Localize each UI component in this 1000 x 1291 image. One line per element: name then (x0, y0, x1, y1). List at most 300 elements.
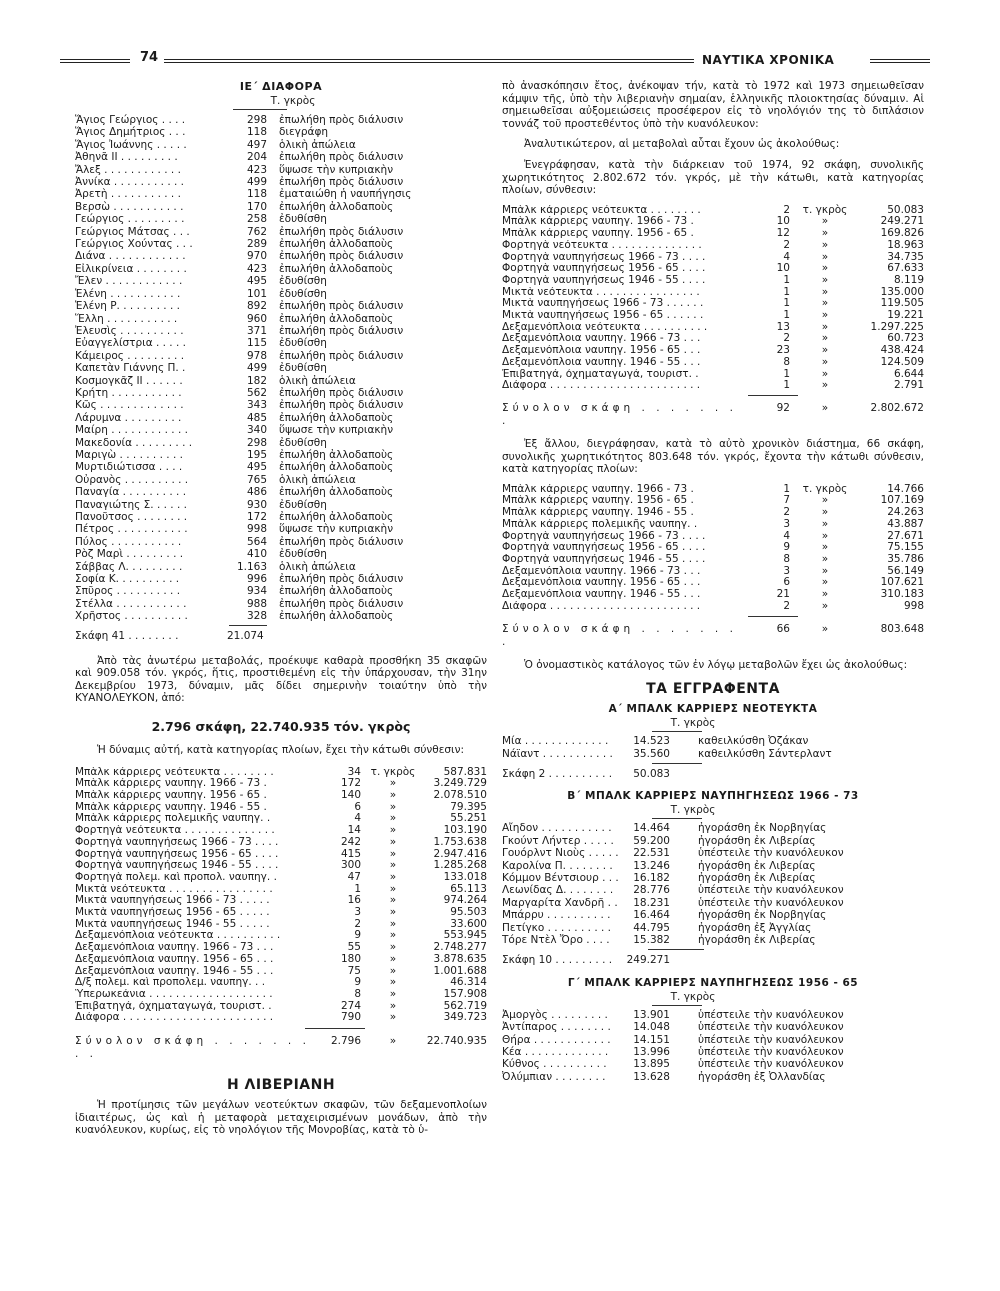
ship-name: Ἐλευσὶς . . . . . . . . . . (75, 324, 184, 337)
category-tons: 43.887 (887, 517, 924, 530)
category-name: Διάφορα . . . . . . . . . . . . . . . . . . . . . . . (502, 380, 701, 392)
section-a-list (502, 735, 924, 760)
section-a-sum-label: Σκάφη 2 . . . . . . . . . . (502, 767, 613, 780)
category-row (502, 495, 924, 507)
ship-note: ἐδυθίσθη (279, 436, 327, 449)
registered-ship-grt: 22.531 (633, 847, 670, 860)
category-tons: 587.831 (443, 765, 487, 778)
ship-grt: 930 (246, 498, 267, 511)
ship-row (75, 164, 487, 176)
sum-value: 21.074 (227, 629, 264, 642)
total1-count: 92 (776, 402, 790, 414)
category-tons: 438.424 (880, 344, 924, 357)
ship-note: ἐματαιώθη ἡ ναυπήγησις (279, 188, 412, 201)
ship-name: Παναγιώτης Σ. . . . . . (75, 498, 187, 511)
category-name: Φορτηγὰ νεότευκτα . . . . . . . . . . . . . . (502, 239, 702, 251)
ship-note: ἐπωλήθη πρὸς διάλυσιν (279, 573, 404, 586)
category-unit: » (389, 906, 397, 919)
category-unit: » (389, 882, 397, 895)
ship-name: Πανοῦτσος . . . . . . . . (75, 511, 188, 523)
paragraph-analytical: Ἀναλυτικώτερον, αἱ μεταβολαὶ αὗται ἔχουν ὡς ἀκολούθως: (524, 138, 840, 151)
category-row (75, 813, 487, 825)
category-name: Μπὰλκ κάρριερς ναυπηγ. 1966 - 73 . (502, 216, 694, 228)
total-tons: 22.740.935 (426, 1035, 487, 1048)
category-name: Φορτηγὰ ναυπηγήσεως 1956 - 65 . . . . (502, 263, 706, 275)
category-count: 12 (776, 227, 790, 240)
ship-note: ἐπωλήθη πρὸς διάλυσιν (279, 225, 404, 238)
registered-ship-row (502, 847, 924, 859)
ship-name: Γεώργιος Μάτσας . . . (75, 225, 190, 238)
total1-unit: » (821, 402, 829, 414)
section-b-sum-label: Σκάφη 10 . . . . . . . . . (502, 954, 613, 967)
ship-row (75, 424, 487, 436)
registered-ship-grt: 14.464 (633, 822, 670, 835)
category-total (75, 1035, 487, 1061)
ship-row (75, 399, 487, 411)
category-name: Ἐπιβατηγά, ὀχηματαγωγά, τουριστ. . (502, 368, 699, 380)
registered-ship-grt: 14.151 (633, 1033, 670, 1046)
category-count: 3 (354, 906, 361, 919)
total2-tons: 803.648 (880, 622, 924, 635)
ship-row (75, 238, 487, 250)
category-tons: 169.826 (880, 227, 924, 240)
category-tons: 974.264 (443, 894, 487, 907)
ship-grt: 960 (246, 312, 267, 325)
paragraph-registered: Ἐνεγράφησαν, κατὰ τὴν διάρκειαν τοῦ 1974, 92 σκάφη, συνολικῆς χωρητικότητος 2.802.672 τόν. γκρός, μὲ τὴν κάτωθι, κατὰ κατηγορίας πλοίων, σύνθεσιν: (502, 158, 924, 197)
ship-grt: 499 (246, 176, 267, 189)
deregistered-total (502, 623, 924, 649)
category-tons: 35.786 (887, 553, 924, 565)
registered-ship-row (502, 872, 924, 884)
category-row (75, 895, 487, 907)
category-count: 790 (340, 1011, 361, 1024)
ship-row (75, 263, 487, 275)
category-count: 75 (347, 964, 361, 977)
ship-note: ἐπωλήθη ἀλλοδαποὺς (279, 610, 394, 623)
category-count: 1 (783, 297, 790, 310)
category-tons: 46.314 (450, 976, 487, 989)
category-count: 14 (347, 824, 361, 837)
section-a-unit-rule (652, 731, 702, 732)
total2-rule (748, 616, 798, 617)
category-row (502, 228, 924, 240)
ship-grt: 328 (246, 610, 267, 623)
category-name: Δεξαμενόπλοια ναυπηγ. 1966 - 73 . . . (75, 942, 274, 954)
section-b-unit: Τ. γκρὸς (670, 804, 716, 817)
ship-row (75, 561, 487, 573)
category-tons: 3.878.635 (433, 952, 487, 965)
category-name: Μπὰλκ κάρριερς πολεμικῆς ναυπηγ. . (75, 813, 271, 825)
section-b-list (502, 822, 924, 946)
ship-grt: 343 (246, 399, 267, 412)
category-tons: 50.083 (887, 203, 924, 216)
registered-ship-grt: 35.560 (633, 747, 670, 760)
category-tons: 34.735 (887, 250, 924, 263)
category-unit: » (389, 789, 397, 802)
registered-ship-name: Μία . . . . . . . . . . . . . (502, 735, 609, 748)
ship-note: ἐπωλήθη πρὸς διάλυσιν (279, 597, 404, 610)
ship-row (75, 201, 487, 213)
category-row (502, 542, 924, 554)
category-unit: » (821, 262, 829, 275)
category-tons: 157.908 (443, 987, 487, 1000)
ship-note: ἐπωλήθη ἀλλοδαποὺς (279, 238, 394, 251)
category-name: Φορτηγὰ ναυπηγήσεως 1956 - 65 . . . . (502, 542, 706, 554)
category-unit: » (821, 367, 829, 380)
ship-grt: 978 (246, 349, 267, 362)
ship-grt: 182 (246, 374, 267, 387)
category-count: 10 (776, 215, 790, 228)
ship-note: ἐπωλήθη πρὸς διάλυσιν (279, 151, 404, 164)
category-unit: » (389, 964, 397, 977)
registered-ship-row (502, 897, 924, 909)
category-unit: » (821, 355, 829, 368)
ship-note: ἐπωλήθη ἀλλοδαποὺς (279, 200, 394, 213)
ship-grt: 423 (246, 262, 267, 275)
category-tons: 562.719 (443, 999, 487, 1012)
category-name: Μπὰλκ κάρριερς ναυπηγ. 1946 - 55 . (75, 801, 267, 813)
category-row (75, 930, 487, 942)
category-row (502, 601, 924, 613)
category-tons: 2.791 (893, 379, 924, 392)
ship-grt: 115 (246, 337, 267, 350)
category-row (502, 333, 924, 345)
ship-grt: 298 (246, 114, 267, 126)
ship-row (75, 536, 487, 548)
category-count: 4 (783, 529, 790, 542)
registered-ship-grt: 44.795 (633, 921, 670, 934)
category-count: 7 (783, 494, 790, 507)
ship-name: Στέλλα . . . . . . . . . . . (75, 597, 187, 610)
ship-row (75, 300, 487, 312)
total-unit: » (389, 1035, 397, 1048)
registered-ship-row (502, 909, 924, 921)
ship-grt: 892 (246, 300, 267, 313)
ship-grt: 195 (246, 448, 267, 461)
registered-ship-name: Κόμμον Βέντσιουρ . . . (502, 871, 619, 884)
category-unit: τ. γκρὸς (802, 482, 848, 495)
ship-note: ἐδυθίσθη (279, 213, 327, 226)
registered-ship-row (502, 860, 924, 872)
category-count: 9 (354, 929, 361, 942)
category-tons: 67.633 (887, 262, 924, 275)
ship-name: Λάρυμνα . . . . . . . . . (75, 411, 182, 424)
category-tons: 95.503 (450, 906, 487, 919)
ship-row (75, 548, 487, 560)
category-name: Μικτὰ ναυπηγήσεως 1946 - 55 . . . . . (75, 918, 270, 930)
category-name: Μπὰλκ κάρριερς ναυπηγ. 1956 - 65 . (502, 228, 694, 240)
ship-row (75, 176, 487, 188)
section-b-sum-rule (648, 949, 704, 950)
category-row (75, 778, 487, 790)
registered-ship-row (502, 1046, 924, 1058)
registered-ship-note: ὑπέστειλε τὴν κυανόλευκον (698, 1021, 844, 1034)
category-row (502, 577, 924, 589)
ship-note: ὁλικὴ ἀπώλεια (279, 374, 356, 387)
ship-row (75, 387, 487, 399)
section-c-unit: Τ. γκρὸς (670, 990, 716, 1003)
category-row (502, 554, 924, 566)
registered-ship-note: ὑπέστειλε τὴν κυανόλευκον (698, 1046, 844, 1059)
category-name: Μπὰλκ κάρριερς πολεμικῆς ναυπηγ. . (502, 518, 698, 530)
category-row (75, 919, 487, 931)
ship-row (75, 213, 487, 225)
ship-note: ἐπωλήθη πρὸς διάλυσιν (279, 324, 404, 337)
category-row (502, 275, 924, 287)
ship-note: ἐπωλήθη πρὸς διάλυσιν (279, 535, 404, 548)
registered-ship-note: ὑπέστειλε τὴν κυανόλευκον (698, 847, 844, 860)
category-row (502, 252, 924, 264)
category-count: 8 (354, 987, 361, 1000)
ship-grt: 340 (246, 424, 267, 437)
registered-ship-name: Θήρα . . . . . . . . . . . . (502, 1033, 611, 1046)
category-tons: 107.621 (880, 576, 924, 589)
category-tons: 65.113 (450, 882, 487, 895)
ship-grt: 423 (246, 163, 267, 176)
category-count: 2 (783, 238, 790, 251)
category-unit: » (821, 215, 829, 228)
ship-row (75, 412, 487, 424)
section-b-sum-value: 249.271 (626, 954, 670, 967)
category-name: Φορτηγὰ ναυπηγήσεως 1956 - 65 . . . . (75, 848, 279, 860)
registered-ship-row (502, 748, 924, 760)
category-row (75, 989, 487, 1001)
category-unit: » (389, 870, 397, 883)
total1-label: Σύνολον σκάφη . . . . . . . . (502, 402, 737, 427)
paragraph-net-addition: Ἀπὸ τὰς ἀνωτέρω μεταβολάς, προέκυψε καθαρὰ προσθήκη 35 σκαφῶν καὶ 909.058 τόν. γκρός, ἥτις, προστιθεμένη εἰς τὴν ὑπάρχουσαν, τὴν 31ην Δεκεμβρίου 1973, δύναμιν, μᾶς δίδει σημερινὴν τοιαύτην ὑπὸ τὴν ΚΥΑΝΟΛΕΥΚΟΝ, ἀπό: (75, 654, 487, 705)
ship-row (75, 437, 487, 449)
category-count: 1 (783, 273, 790, 286)
category-row (75, 767, 487, 779)
running-header (60, 50, 930, 72)
ship-grt: 765 (246, 473, 267, 486)
ship-name: Γεώργιος Χούντας . . . (75, 238, 193, 251)
ship-row (75, 499, 487, 511)
category-name: Δεξαμενόπλοια ναυπηγ. 1966 - 73 . . . (502, 565, 701, 577)
category-unit: τ. γκρὸς (802, 203, 848, 216)
registered-ship-row (502, 922, 924, 934)
category-count: 8 (783, 355, 790, 368)
category-tons: 133.018 (443, 870, 487, 883)
ship-note: ὁλικὴ ἀπώλεια (279, 560, 356, 573)
category-row (502, 298, 924, 310)
category-unit: » (389, 835, 397, 848)
category-row (502, 519, 924, 531)
ship-note: ἐπωλήθη ἀλλοδαποὺς (279, 312, 394, 325)
category-name: Δεξαμενόπλοια νεότευκτα . . . . . . . . . . (502, 321, 708, 333)
ship-row (75, 350, 487, 362)
total1-rule (748, 395, 798, 396)
registered-heading: ΤΑ ΕΓΓΡΑΦΕΝΤΑ (646, 681, 780, 698)
ship-note: ἐπωλήθη πρὸς διάλυσιν (279, 349, 404, 362)
ship-row (75, 139, 487, 151)
ship-note: ὕψωσε τὴν κυπριακὴν (279, 163, 394, 176)
right-column (502, 80, 924, 1083)
category-row (75, 802, 487, 814)
category-name: Μπὰλκ κάρριερς νεότευκτα . . . . . . . . (75, 766, 274, 778)
category-unit: » (389, 941, 397, 954)
category-name: Μικτὰ ναυπηγήσεως 1966 - 73 . . . . . (75, 895, 270, 907)
deregistered-category-table (502, 484, 924, 613)
section-a-title: Α΄ ΜΠΑΛΚ ΚΑΡΡΙΕΡΣ ΝΕΟΤΕΥΚΤΑ (608, 703, 818, 716)
category-count: 1 (354, 882, 361, 895)
category-unit: » (821, 564, 829, 577)
category-tons: 124.509 (880, 355, 924, 368)
category-count: 55 (347, 941, 361, 954)
category-name: Φορτηγὰ ναυπηγήσεως 1966 - 73 . . . . (502, 530, 706, 542)
ship-name: Πύλος . . . . . . . . . . . (75, 535, 182, 548)
ship-grt: 564 (246, 535, 267, 548)
ship-row (75, 188, 487, 200)
registered-ship-grt: 13.246 (633, 859, 670, 872)
ship-note: ἐπωλήθη ἀλλοδαποὺς (279, 262, 394, 275)
category-row (75, 872, 487, 884)
category-unit: » (389, 929, 397, 942)
category-name: Διάφορα . . . . . . . . . . . . . . . . . . . . . . . (502, 600, 701, 612)
category-unit: » (821, 227, 829, 240)
ship-note: ἐπωλήθη πρὸς διάλυσιν (279, 399, 404, 412)
category-tons: 1.297.225 (870, 320, 924, 333)
category-name: Δεξαμενόπλοια ναυπηγ. 1956 - 65 . . . (75, 953, 274, 965)
category-name: Δεξαμενόπλοια ναυπηγ. 1956 - 65 . . . (502, 577, 701, 589)
category-unit: » (821, 379, 829, 392)
ship-row (75, 461, 487, 473)
ship-row (75, 598, 487, 610)
category-unit: » (389, 976, 397, 989)
category-row (75, 860, 487, 872)
category-tons: 2.748.277 (433, 941, 487, 954)
category-unit: » (389, 859, 397, 872)
ship-name: Κοσμογκᾶζ II . . . . . . (75, 374, 183, 387)
category-row (502, 380, 924, 392)
category-unit: » (389, 824, 397, 837)
registered-ship-name: Λεωνίδας Δ. . . . . . . . (502, 884, 614, 897)
registered-ship-name: Ἀμοργὸς . . . . . . . . . (502, 1008, 608, 1021)
magazine-title: ΝΑΥΤΙΚΑ ΧΡΟΝΙΚΑ (702, 53, 835, 67)
category-name: Φορτηγὰ νεότευκτα . . . . . . . . . . . . . . (75, 825, 275, 837)
category-count: 1 (783, 285, 790, 298)
ship-row (75, 126, 487, 138)
ship-note: ἐδυθίσθη (279, 337, 327, 350)
page-number: 74 (140, 50, 159, 65)
ship-row (75, 151, 487, 163)
category-row (502, 531, 924, 543)
section-c-list (502, 1009, 924, 1083)
category-unit: » (821, 320, 829, 333)
ship-note: ἐπωλήθη πρὸς διάλυσιν (279, 250, 404, 263)
registered-ship-note: ὑπέστειλε τὴν κυανόλευκον (698, 884, 844, 897)
paragraph-continued: πὸ ἀνασκόπησιν ἔτος, ἀνέκοψαν τήν, κατὰ τὸ 1972 καὶ 1973 σημειωθεῖσαν κάμψιν τῆς, ὑπὸ τὴν λιβεριανὴν σημαίαν, ἑλληνικῆς πλοιοκτησίας δύναμιν. Αἱ σημειωθεῖσαι αὐξομειώσεις προσέφερον εἰς τὸ νηολόγιόν της τὸ διπλάσιον τοννάζ τοῦ προστεθέντος ὑπὸ τὴν κυανόλευκον: (502, 80, 924, 130)
ship-note: ἐδυθίσθη (279, 498, 327, 511)
category-name: Μικτὰ νεότευκτα . . . . . . . . . . . . . . . . (75, 883, 273, 895)
category-row (502, 357, 924, 369)
total2-label: Σύνολον σκάφη . . . . . . . . (502, 622, 737, 648)
ship-grt: 497 (246, 138, 267, 151)
category-count: 10 (776, 262, 790, 275)
category-row (502, 507, 924, 519)
ship-note: ἐδυθίσθη (279, 548, 327, 561)
registered-ship-note: ὑπέστειλε τὴν κυανόλευκον (698, 1033, 844, 1046)
section-b-title: Β΄ ΜΠΑΛΚ ΚΑΡΡΙΕΡΣ ΝΑΥΠΗΓΗΣΕΩΣ 1966 - 73 (567, 790, 859, 803)
ship-note: ἐδυθίσθη (279, 362, 327, 375)
ship-note: ἐπωλήθη ἀλλοδαποὺς (279, 486, 394, 499)
ship-list (75, 114, 487, 623)
category-table (75, 767, 487, 1024)
category-count: 1 (783, 482, 790, 495)
category-row (502, 369, 924, 381)
category-unit: » (389, 800, 397, 813)
unit-rule (233, 109, 287, 110)
category-unit: » (821, 250, 829, 263)
ship-grt: 258 (246, 213, 267, 226)
ship-note: ἐπωλήθη πρὸς διάλυσιν (279, 176, 404, 189)
liberia-heading: Η ΛΙΒΕΡΙΑΝΗ (226, 1077, 336, 1094)
registered-ship-note: ὑπέστειλε τὴν κυανόλευκον (698, 1058, 844, 1071)
registered-ship-name: Ὀλύμπιαν . . . . . . . . (502, 1070, 606, 1083)
ship-grt: 298 (246, 436, 267, 449)
category-row (502, 566, 924, 578)
registered-ship-grt: 59.200 (633, 834, 670, 847)
category-count: 2 (354, 917, 361, 930)
registered-ship-row (502, 822, 924, 834)
category-name: Δεξαμενόπλοια ναυπηγ. 1956 - 65 . . . (502, 345, 701, 357)
category-unit: » (389, 1011, 397, 1024)
category-unit: τ. γκρὸς (370, 765, 416, 778)
ship-name: Σάββας Λ. . . . . . . . . (75, 560, 183, 573)
category-count: 4 (783, 250, 790, 263)
ship-grt: 934 (246, 585, 267, 598)
section-b-unit-rule (652, 818, 702, 819)
total-label: Σύνολον σκάφη . . . . . . . . . (75, 1035, 310, 1061)
ship-name: Εὐαγγελίστρια . . . . . (75, 337, 186, 350)
registered-ship-name: Κέα . . . . . . . . . . . . . (502, 1046, 609, 1059)
ship-name: Ἀρετὴ . . . . . . . . . . . (75, 188, 181, 201)
category-unit: » (821, 332, 829, 345)
category-tons: 249.271 (880, 215, 924, 228)
category-tons: 33.600 (450, 917, 487, 930)
category-row (502, 240, 924, 252)
category-unit: » (821, 517, 829, 530)
category-count: 140 (340, 789, 361, 802)
ship-note: ἐπωλήθη πρὸς διάλυσιν (279, 114, 404, 126)
ship-name: Ἅγιος Ἰωάννης . . . . . (75, 138, 187, 151)
registered-ship-grt: 14.523 (633, 735, 670, 748)
category-tons: 2.078.510 (433, 789, 487, 802)
category-tons: 553.945 (443, 929, 487, 942)
category-row (75, 837, 487, 849)
ship-grt: 495 (246, 275, 267, 288)
category-name: Φορτηγὰ πολεμ. καὶ προπολ. ναυπηγ. . (75, 871, 277, 883)
registered-ship-row (502, 934, 924, 946)
section-title-diafora: ΙΕ΄ ΔΙΑΦΟΡΑ (239, 80, 323, 93)
category-tons: 1.001.688 (433, 964, 487, 977)
category-tons: 18.963 (887, 238, 924, 251)
category-name: Μπὰλκ κάρριερς νεότευκτα . . . . . . . . (502, 204, 701, 216)
category-row (502, 216, 924, 228)
header-rule-left (60, 59, 130, 63)
category-name: Μικτὰ ναυπηγήσεως 1956 - 65 . . . . . . (502, 310, 704, 322)
ship-name: Διάνα . . . . . . . . . . . . (75, 250, 186, 263)
total-rule (305, 1028, 365, 1029)
category-count: 47 (347, 870, 361, 883)
total2-unit: » (821, 622, 829, 635)
registered-ship-grt: 28.776 (633, 884, 670, 897)
ship-grt: 118 (246, 126, 267, 139)
ship-row (75, 523, 487, 535)
ship-note: ὕψωσε τὴν κυπριακὴν (279, 424, 394, 437)
ship-grt: 289 (246, 238, 267, 251)
category-count: 1 (783, 367, 790, 380)
